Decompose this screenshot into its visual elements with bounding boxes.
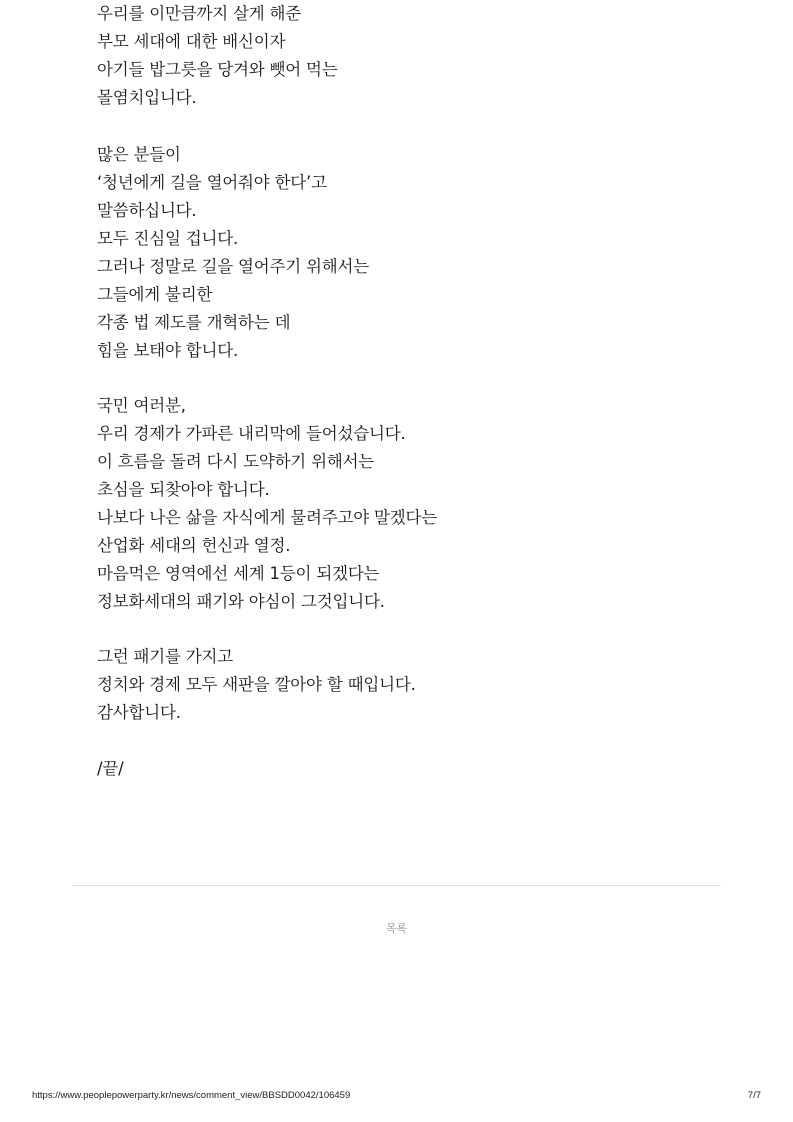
text-line: 모두 진심일 겁니다.	[97, 229, 239, 248]
text-line: 우리 경제가 가파른 내리막에 들어섰습니다.	[97, 424, 406, 443]
text-line: ‘청년에게 길을 열어줘야 한다’고	[97, 173, 327, 192]
text-line: 마음먹은 영역에선 세계 1등이 되겠다는	[97, 564, 380, 583]
paragraph	[97, 141, 369, 365]
text-line: 이 흐름을 돌려 다시 도약하기 위해서는	[97, 452, 375, 471]
paragraph	[97, 643, 416, 727]
text-line: 아기들 밥그릇을 당겨와 뺏어 먹는	[97, 60, 338, 79]
text-line: 정보화세대의 패기와 야심이 그것입니다.	[97, 592, 385, 611]
text-line: 많은 분들이	[97, 145, 181, 164]
text-line: 산업화 세대의 헌신과 열정.	[97, 536, 291, 555]
text-line: 몰염치입니다.	[97, 88, 197, 107]
paragraph	[97, 0, 338, 112]
divider	[72, 885, 721, 886]
text-line: 각종 법 제도를 개혁하는 데	[97, 313, 291, 332]
text-line: 우리를 이만큼까지 살게 해준	[97, 4, 302, 23]
text-line: 말씀하십니다.	[97, 201, 197, 220]
text-line: 나보다 나은 삶을 자식에게 물려주고야 말겠다는	[97, 508, 438, 527]
paragraph	[97, 392, 437, 616]
end-mark: /끝/	[97, 759, 124, 778]
list-button[interactable]: 목록	[385, 922, 408, 935]
text-line: 감사합니다.	[97, 703, 181, 722]
text-line: 그들에게 불리한	[97, 285, 213, 304]
text-line: 그러나 정말로 길을 열어주기 위해서는	[97, 257, 370, 276]
text-line: 정치와 경제 모두 새판을 깔아야 할 때입니다.	[97, 675, 416, 694]
text-line: 그런 패기를 가지고	[97, 647, 234, 666]
text-line: 부모 세대에 대한 배신이자	[97, 32, 286, 51]
text-line: 국민 여러분,	[97, 396, 186, 415]
text-line: 초심을 되찾아야 합니다.	[97, 480, 270, 499]
page-number: 7/7	[747, 1090, 761, 1101]
text-line: 힘을 보태야 합니다.	[97, 341, 239, 360]
footer-url: https://www.peoplepowerparty.kr/news/comment_view/BBSDD0042/106459	[32, 1090, 351, 1101]
paragraph-end-mark	[97, 755, 123, 783]
